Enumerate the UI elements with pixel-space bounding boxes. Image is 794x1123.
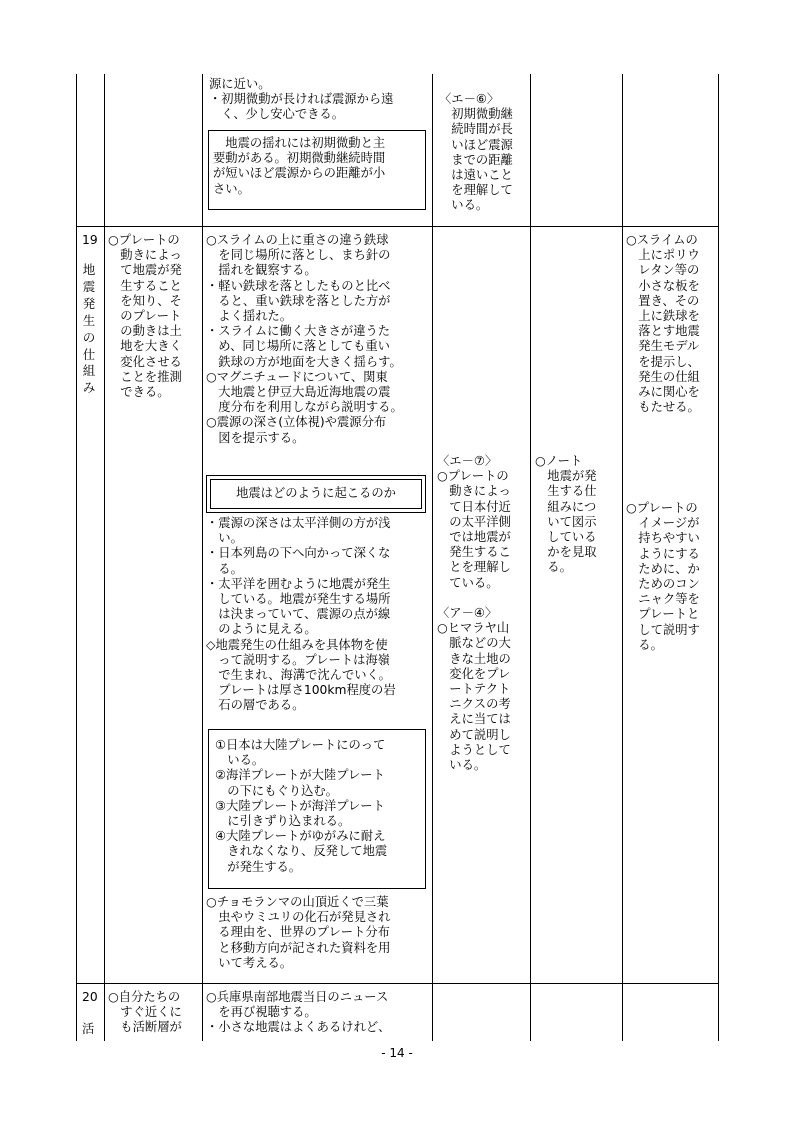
text-line: 続時間が長 bbox=[439, 122, 513, 137]
row19-activity-2 bbox=[206, 516, 396, 714]
text-line: とを理解し bbox=[437, 560, 511, 575]
text-line: ○ヒマラヤ山 bbox=[437, 621, 510, 636]
text-line: すぐ近くに bbox=[108, 1005, 182, 1020]
text-line: を再び視聴する。 bbox=[206, 1005, 317, 1020]
text-line: の動きは土 bbox=[108, 324, 182, 339]
text-line: ようにする bbox=[626, 546, 700, 561]
text-line: 要動がある。初期微動継続時間 bbox=[213, 151, 386, 166]
row19-activity-1 bbox=[206, 233, 403, 446]
text-line: 小さな板を bbox=[626, 278, 700, 293]
text-line: ・日本列島の下へ向かって深くな bbox=[206, 546, 391, 561]
text-line: 生する仕 bbox=[535, 484, 597, 499]
text-line: ・震源の深さは太平洋側の方が浅 bbox=[206, 516, 391, 530]
text-line: めて説明し bbox=[437, 727, 511, 742]
title-char: 生 bbox=[82, 312, 96, 328]
text-line: ○プレートの bbox=[108, 233, 180, 247]
text-line: ○マグニチュードについて、関東 bbox=[206, 369, 388, 384]
text-line: えに当ては bbox=[437, 712, 511, 727]
text-line: ◇地震発生の仕組みを具体物を使 bbox=[206, 637, 388, 652]
text-line: イメージが bbox=[626, 516, 700, 531]
text-line: かを見取 bbox=[535, 545, 597, 560]
page-number: - 14 - bbox=[381, 1046, 413, 1060]
text-line: ために、か bbox=[626, 561, 700, 576]
row19-support-1 bbox=[626, 233, 700, 415]
text-line: に引きずり込まれる。 bbox=[215, 814, 351, 829]
text-line: 大地震と伊豆大島近海地震の震 bbox=[206, 385, 391, 400]
text-line: る。 bbox=[535, 560, 572, 575]
text-line: を理解して bbox=[439, 183, 513, 198]
text-line: ○チョモランマの山頂近くで三葉 bbox=[206, 895, 389, 909]
text-line: る。 bbox=[206, 561, 243, 576]
col-divider bbox=[530, 74, 531, 1041]
text-line: ○スライムの bbox=[626, 233, 698, 247]
question-box-inner bbox=[210, 479, 422, 509]
text-line: ○自分たちの bbox=[108, 990, 181, 1004]
text-line: プレートと bbox=[626, 607, 700, 622]
text-line: ○兵庫県南部地震当日のニュース bbox=[206, 990, 389, 1004]
text-line: のプレート bbox=[108, 309, 182, 324]
text-line: プレートは厚さ100km程度の岩 bbox=[206, 683, 396, 698]
row18-eval bbox=[439, 92, 513, 214]
title-char: 組 bbox=[82, 363, 96, 379]
text-line: の下にもぐり込む。 bbox=[215, 783, 338, 798]
text-line: 変化させる bbox=[108, 354, 182, 369]
text-line: ようとして bbox=[437, 742, 511, 757]
text-line: ③大陸プレートが海洋プレート bbox=[215, 798, 385, 813]
col-divider bbox=[202, 74, 203, 1041]
text-line: も活断層が bbox=[108, 1020, 182, 1035]
text-line: で生まれ、海溝で沈んでいく。 bbox=[206, 668, 391, 683]
row19-support-2 bbox=[626, 501, 700, 653]
row18-summary-box bbox=[208, 130, 426, 210]
text-line: 度分布を利用しながら説明する。 bbox=[206, 400, 403, 415]
text-line: ○震源の深さ(立体視)や震源分布 bbox=[206, 415, 387, 430]
text-line: ると、重い鉄球を落とした方が bbox=[206, 293, 391, 308]
text-line: て地震が発 bbox=[108, 263, 182, 278]
steps-text bbox=[215, 738, 387, 875]
text-line: 動きによっ bbox=[108, 248, 182, 263]
text-line: が発生する。 bbox=[215, 859, 302, 874]
text-line: ○プレートの bbox=[626, 501, 698, 515]
text-line: め、同じ場所に落としても重い bbox=[206, 339, 390, 354]
text-line: て日本付近 bbox=[437, 499, 511, 514]
text-line: 持ちやすい bbox=[626, 531, 700, 546]
text-line: と移動方向が記された資料を用 bbox=[206, 940, 391, 955]
text-line: 発生モデル bbox=[626, 339, 700, 354]
title-char: 地 bbox=[82, 262, 96, 277]
row20-goal bbox=[108, 990, 182, 1036]
text-line: 〈エ－⑦〉 bbox=[437, 454, 498, 468]
text-line: ためのコン bbox=[626, 577, 700, 592]
text-line: レタン等の bbox=[626, 263, 700, 278]
text-line: 発生の仕組 bbox=[626, 369, 700, 384]
text-line: を知り、そ bbox=[108, 293, 182, 308]
text-line: して説明す bbox=[626, 622, 700, 637]
text-line: 組みにつ bbox=[535, 499, 597, 514]
text-line: 動きによっ bbox=[437, 484, 511, 499]
steps-box bbox=[208, 729, 426, 889]
text-line: 地を大きく bbox=[108, 339, 182, 354]
text-line: 揺れを観察する。 bbox=[206, 263, 317, 278]
text-line: している。地震が発生する場所 bbox=[206, 592, 391, 607]
row20-number: 20 bbox=[82, 990, 98, 1004]
text-line: 虫やウミユリの化石が発見され bbox=[206, 910, 391, 925]
text-line: を同じ場所に落とし、まち針の bbox=[206, 248, 391, 263]
text-line: ②海洋プレートが大陸プレート bbox=[215, 768, 385, 783]
text-line: 〈エ－⑥〉 bbox=[439, 92, 500, 106]
text-line: ている。 bbox=[437, 575, 499, 590]
row20-title-char: 活 bbox=[82, 1022, 95, 1036]
text-line: ニャク等を bbox=[626, 592, 700, 607]
text-line: を提示し、 bbox=[626, 354, 700, 369]
text-line: きれなくなり、反発して地震 bbox=[215, 844, 388, 859]
row19-eval bbox=[437, 454, 511, 773]
text-line: いほど震源 bbox=[439, 137, 513, 152]
text-line: ○プレートの bbox=[437, 469, 509, 484]
col-divider bbox=[622, 74, 623, 1041]
text-line: る理由を、世界のプレート分布 bbox=[206, 925, 390, 940]
text-line: 生すること bbox=[108, 278, 182, 293]
question-text: 地震はどのように起こるのか bbox=[236, 486, 396, 500]
title-char: 仕 bbox=[82, 346, 96, 362]
text-line: までの距離 bbox=[439, 152, 513, 167]
spacer bbox=[437, 591, 511, 606]
text-line: ○ノート bbox=[535, 454, 583, 468]
title-char: 震 bbox=[82, 278, 96, 294]
text-line: い。 bbox=[206, 531, 243, 546]
text-line: ートテクト bbox=[437, 682, 511, 697]
text-line: って説明する。プレートは海嶺 bbox=[206, 652, 390, 667]
text-line: ことを推測 bbox=[108, 369, 182, 384]
text-line: 変化をプレ bbox=[437, 666, 511, 681]
text-line: は遠いこと bbox=[439, 168, 513, 183]
text-line: 石の層である。 bbox=[206, 698, 305, 713]
text-line: 落とす地震 bbox=[626, 324, 700, 339]
text-line: く、少し安心できる。 bbox=[209, 107, 345, 122]
text-line: 地震の揺れには初期微動と主 bbox=[213, 136, 386, 150]
text-line: いる。 bbox=[439, 198, 489, 213]
text-line: ○スライムの上に重さの違う鉄球 bbox=[206, 233, 389, 247]
title-char: 発 bbox=[82, 295, 96, 311]
text-line: ・太平洋を囲むように地震が発生 bbox=[206, 576, 391, 591]
question-box-outer bbox=[206, 475, 426, 513]
col-divider bbox=[76, 74, 77, 1041]
text-line: ④大陸プレートがゆがみに耐え bbox=[215, 829, 386, 844]
summary-text bbox=[213, 136, 385, 197]
text-line: ・小さな地震はよくあるけれど、 bbox=[206, 1020, 391, 1035]
text-line: が短いほど震源からの距離が小 bbox=[213, 166, 386, 181]
text-line: 発生するこ bbox=[437, 545, 511, 560]
row19-number: 19 bbox=[82, 233, 98, 247]
text-line: のように見える。 bbox=[206, 622, 317, 637]
text-line: できる。 bbox=[108, 385, 170, 400]
text-line: ・軽い鉄球を落としたものと比べ bbox=[206, 278, 391, 293]
text-line: 上にポリウ bbox=[626, 248, 700, 263]
row20-activity bbox=[206, 990, 390, 1036]
text-line: 図を提示する。 bbox=[206, 430, 305, 445]
text-line: いる。 bbox=[437, 758, 487, 773]
text-line: 初期微動継 bbox=[439, 107, 513, 122]
text-line: みに関心を bbox=[626, 385, 700, 400]
row19-title bbox=[82, 262, 96, 397]
text-line: の太平洋側 bbox=[437, 514, 511, 529]
text-line: ・スライムに働く大きさが違うた bbox=[206, 324, 391, 339]
col-divider bbox=[432, 74, 433, 1041]
text-line: ・初期微動が長ければ震源から遠 bbox=[209, 92, 394, 107]
row19-goal bbox=[108, 233, 182, 400]
text-line: している bbox=[535, 530, 597, 545]
title-char: の bbox=[82, 329, 96, 345]
text-line: いる。 bbox=[215, 753, 265, 768]
col-divider bbox=[718, 74, 719, 1041]
row19-method bbox=[535, 454, 597, 576]
text-line: ①日本は大陸プレートにのって bbox=[215, 738, 386, 752]
text-line: 源に近い。 bbox=[209, 77, 271, 91]
text-line: いて考える。 bbox=[206, 955, 293, 970]
text-line: る。 bbox=[626, 637, 663, 652]
text-line: は決まっていて、震源の点が線 bbox=[206, 607, 391, 622]
text-line: ニクスの考 bbox=[437, 697, 511, 712]
text-line: さい。 bbox=[213, 181, 250, 196]
text-line: 〈ア－④〉 bbox=[437, 606, 498, 621]
text-line: いて図示 bbox=[535, 514, 597, 529]
text-line: もたせる。 bbox=[626, 400, 700, 415]
row18-activity bbox=[209, 77, 393, 123]
text-line: では地震が bbox=[437, 530, 511, 545]
text-line: 地震が発 bbox=[535, 469, 597, 484]
text-line: 置き、その bbox=[626, 293, 700, 308]
text-line: 脈などの大 bbox=[437, 636, 511, 651]
col-divider bbox=[104, 74, 105, 1041]
text-line: 鉄球の方が地面を大きく揺らす。 bbox=[206, 354, 402, 369]
text-line: よく揺れた。 bbox=[206, 309, 293, 324]
title-char: み bbox=[82, 380, 96, 396]
text-line: きな土地の bbox=[437, 651, 511, 666]
row19-activity-3 bbox=[206, 895, 390, 971]
text-line: 上に鉄球を bbox=[626, 309, 700, 324]
